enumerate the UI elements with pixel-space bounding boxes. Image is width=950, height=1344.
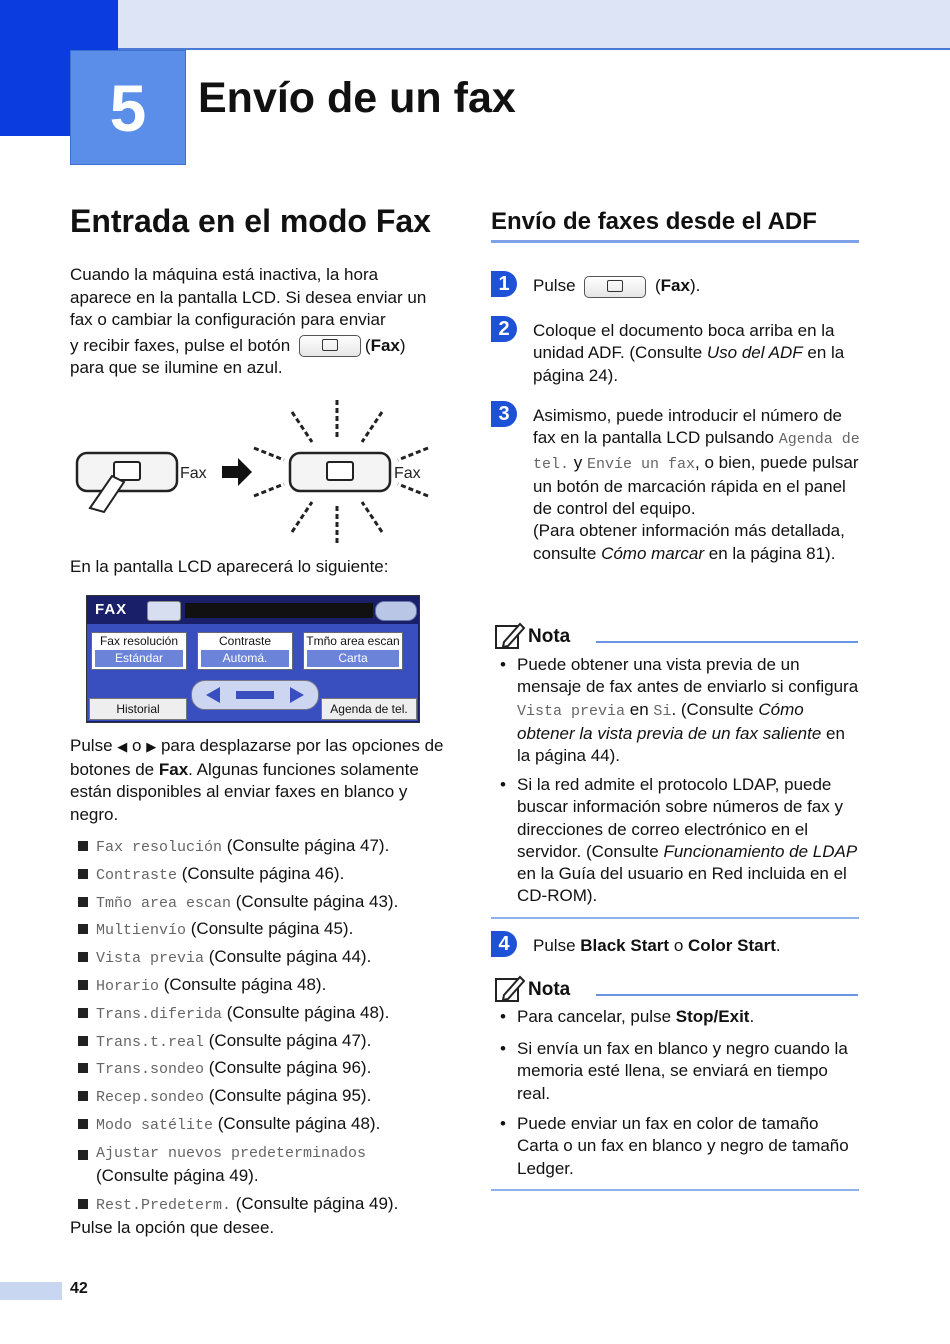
chapter-title: Envío de un fax	[198, 74, 516, 122]
lcd-option-tmno-area[interactable]: Tmño area escan Carta	[303, 632, 403, 670]
note-1-title: Nota	[528, 626, 571, 647]
intro-text-2: y recibir faxes, pulse el botón	[70, 335, 291, 355]
scroll-arrows-icon	[192, 681, 318, 709]
lcd-option-fax-resolucion[interactable]: Fax resolución Estándar	[91, 632, 187, 670]
footer-band	[0, 1282, 62, 1300]
fax-options-list	[78, 832, 458, 1218]
note-2-bullet-3: • Puede enviar un fax en color de tamaño Carta o un fax en blanco y negro de tamaño Ledger.	[500, 1114, 849, 1178]
note-2-bullet-2: • Si envía un fax en blanco y negro cuando la memoria esté llena, se enviará en tiempo real.	[500, 1039, 848, 1103]
list-item: Contraste (Consulte página 46).	[78, 860, 458, 888]
right-arrow-icon: ▶	[146, 739, 157, 754]
note-1-bullet-1: • Puede obtener una vista previa de un mensaje de fax antes de enviarlo si configura Vista previa en Si. (Consulte Cómo obtener la vista previa de un fax saliente en la página 44).	[500, 655, 859, 766]
left-arrow-icon: ◀	[117, 739, 128, 754]
fax-bold: Fax	[370, 335, 400, 355]
closing-text: Pulse la opción que desee.	[70, 1218, 275, 1237]
scroll-instructions: Pulse ◀ o ▶ para desplazarse por las opciones de botones de Fax. Algunas funciones solamente están disponibles al enviar faxes en blanco y negro.	[70, 736, 444, 824]
list-item: Modo satélite (Consulte página 48).	[78, 1110, 458, 1138]
list-item: Trans.t.real (Consulte página 47).	[78, 1027, 458, 1055]
page-number: 42	[70, 1280, 88, 1297]
heading-rule	[491, 240, 859, 243]
lcd-screen	[86, 595, 420, 723]
note-2-separator	[491, 1189, 859, 1191]
note-2-rule	[596, 994, 858, 996]
step-4-text: Pulse Black Start o Color Start.	[533, 936, 781, 955]
note-1-rule	[596, 641, 858, 643]
fax-glyph-left	[114, 462, 140, 480]
note-2-title: Nota	[528, 979, 571, 1000]
step-3-number: 3	[491, 401, 517, 427]
intro-paragraph: Cuando la máquina está inactiva, la hora aparece en la pantalla LCD. Si desea enviar un fax o cambiar la configuración para enviar y recibir faxes, pulse el botón (Fax) para que se ilumine en azul.	[70, 265, 427, 378]
list-item: Vista previa (Consulte página 44).	[78, 943, 458, 971]
intro-text-3: para que se ilumine en azul.	[70, 358, 283, 378]
note-pencil-icon	[494, 973, 526, 1003]
step-4-number: 4	[491, 931, 517, 957]
list-item: Multienvío (Consulte página 45).	[78, 915, 458, 943]
note-1-bullet-2: • Si la red admite el protocolo LDAP, puede buscar información sobre números de fax y direcciones de correo electrónico en el servidor. (Consulte Funcionamiento de LDAP en la Guía del usuario en Red incluida en el CD-ROM).	[500, 775, 858, 906]
list-item: Trans.diferida (Consulte página 48).	[78, 999, 458, 1027]
header-rule	[118, 48, 950, 50]
fax-glyph-right	[327, 462, 353, 480]
note-1-separator	[491, 917, 859, 919]
step-1-text: Pulse (Fax).	[533, 275, 863, 298]
note-2-bullet-1: • Para cancelar, pulse Stop/Exit.	[500, 1007, 755, 1026]
list-item: Trans.sondeo (Consulte página 96).	[78, 1054, 458, 1082]
fax-button-illustration	[72, 398, 436, 546]
list-item: Rest.Predeterm. (Consulte página 49).	[78, 1190, 458, 1218]
lcd-title: FAX	[95, 601, 128, 618]
fax-button-icon	[299, 335, 361, 357]
lcd-option-contraste[interactable]: Contraste Automá.	[197, 632, 293, 670]
lcd-agenda-button[interactable]: Agenda de tel.	[321, 698, 417, 720]
list-item: Fax resolución (Consulte página 47).	[78, 832, 458, 860]
fax-label-left: Fax	[180, 465, 207, 482]
lcd-number-field	[185, 603, 373, 618]
step-3-text: Asimismo, puede introducir el número de fax en la pantalla LCD pulsando Agenda de tel. y Envíe un fax, o bien, puede pulsar un botón de marcación rápida en el panel de control del equipo. (Para obtener información más detallada, consulte Cómo marcar en la página 81).	[533, 406, 860, 563]
note-pencil-icon	[494, 620, 526, 650]
chapter-number: 5	[70, 50, 186, 165]
fax-button-icon	[584, 276, 646, 298]
lcd-caption: En la pantalla LCD aparecerá lo siguiente:	[70, 557, 389, 576]
section-heading-adf: Envío de faxes desde el ADF	[491, 208, 817, 235]
list-item: Tmño area escan (Consulte página 43).	[78, 888, 458, 916]
backspace-icon[interactable]	[375, 601, 417, 621]
lcd-historial-button[interactable]: Historial	[89, 698, 187, 720]
list-item: Ajustar nuevos predeterminados (Consulte página 49).	[78, 1138, 458, 1190]
arrow-right-icon	[222, 458, 252, 486]
lcd-scroll-control[interactable]	[191, 680, 319, 710]
fax-label-right: Fax	[394, 465, 421, 482]
step-1-number: 1	[491, 271, 517, 297]
header-band	[0, 0, 950, 48]
intro-text-1: Cuando la máquina está inactiva, la hora aparece en la pantalla LCD. Si desea enviar un fax o cambiar la configuración para enviar	[70, 265, 427, 329]
section-heading-fax-mode: Entrada en el modo Fax	[70, 203, 431, 239]
step-2-number: 2	[491, 316, 517, 342]
step-2-text: Coloque el documento boca arriba en la unidad ADF. (Consulte Uso del ADF en la página 24).	[533, 321, 845, 385]
phone-icon[interactable]	[147, 601, 181, 621]
list-item: Recep.sondeo (Consulte página 95).	[78, 1082, 458, 1110]
list-item: Horario (Consulte página 48).	[78, 971, 458, 999]
